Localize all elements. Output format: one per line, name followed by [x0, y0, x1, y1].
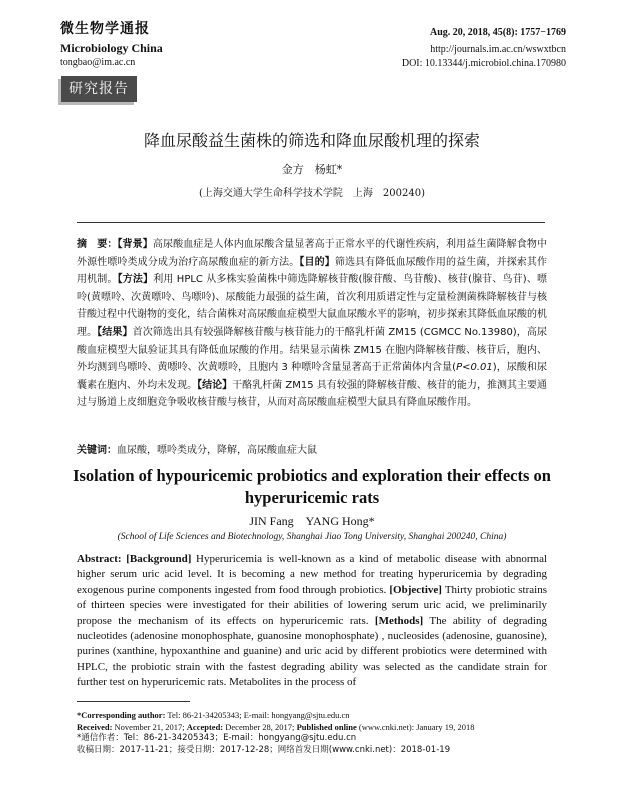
methods-tag-en: [Methods] — [374, 614, 424, 627]
objective-tag-cn: 【目的】 — [299, 256, 335, 268]
affiliation-en: (School of Life Sciences and Biotechnology, Shanghai Jiao Tong University, Shanghai 200240, China) — [117, 532, 507, 542]
dates-en — [77, 722, 475, 734]
background-text-en: Hyperuricemia is well-known as a kind of metabolic disease with abnormal higher serum uric acid level. It is becoming a new method for treating hyperuricemia by degrading exogenous purine components ingested from food through probiotics. — [77, 553, 548, 596]
keywords-label: 关键词： — [77, 445, 117, 456]
published-text: (www.cnki.net): January 19, 2018 — [356, 721, 475, 732]
journal-email: tongbao@im.ac.cn — [60, 57, 136, 68]
abstract-cn-label: 摘 要： — [77, 239, 118, 250]
abstract-en-label: Abstract: — [77, 553, 122, 565]
abstract-en — [77, 552, 547, 691]
abstract-cn — [77, 236, 547, 412]
background-tag-en: [Background] — [126, 553, 192, 565]
contact-cn: *通信作者：Tel：86-21-34205343；E-mail：hongyang@sjtu.edu.cn — [77, 733, 357, 744]
results-text2-cn: )，尿酸和尿囊素在胞内、外均未发现。 — [77, 362, 547, 391]
objective-tag-en: [Objective] — [389, 583, 442, 596]
authors-cn: 金方 杨虹* — [281, 163, 343, 176]
affiliation-cn: (上海交通大学生命科学技术学院 上海 200240) — [199, 188, 425, 199]
published-label: Published online — [296, 721, 357, 732]
footnote-divider — [77, 701, 190, 702]
title-en: Isolation of hypouricemic probiotics and exploration their effects on hyperuricemic rats — [73, 466, 551, 507]
results-tag-cn: 【结果】 — [97, 326, 133, 338]
background-text-cn: 高尿酸血症是人体内血尿酸含量显著高于正常水平的代谢性疾病，利用益生菌降解食物中外源性嘌呤类成分成为治疗高尿酸血症的新方法。 — [77, 239, 548, 268]
dates-cn: 收稿日期：2017-11-21；接受日期：2017-12-28；网络首发日期(www.cnki.net)：2018-01-19 — [77, 744, 451, 755]
methods-text-en: The ability of degrading nucleotides (adenosine monophosphate, guanosine monophosphate) , nucleosides (adenosine, guanosine), purines (xanthine, hypoxanthine and guanine) and uric acid by different probiotics were determined with HPLC, the probiotic strain with the fastest degrading ability was selected as the candidate strain for further test on hyperuricemic rats. Metabolites in the process of — [77, 614, 547, 689]
keywords-text: 血尿酸，嘌呤类成分，降解，高尿酸血症大鼠 — [117, 445, 317, 456]
conclusion-text-cn: 干酪乳杆菌 ZM15 具有较强的降解核苷酸、核苷的能力，推测其主要通过与肠道上皮细胞竞争吸收核苷酸与核苷，从而对高尿酸血症模型大鼠具有降血尿酸作用。 — [77, 379, 548, 409]
accepted-date: December 28, 2017; — [223, 721, 297, 732]
background-tag-cn: 【背景】 — [117, 239, 153, 250]
journal-name-cn: 微生物学通报 — [60, 21, 150, 37]
title-cn: 降血尿酸益生菌株的筛选和降血尿酸机理的探索 — [143, 131, 480, 150]
methods-tag-cn: 【方法】 — [117, 274, 154, 286]
corresponding-label: *Corresponding author: — [77, 710, 166, 720]
issue-info: Aug. 20, 2018, 45(8): 1757−1769 — [430, 27, 566, 38]
conclusion-tag-cn: 【结论】 — [197, 379, 233, 391]
corresponding-author — [77, 710, 475, 722]
keywords-cn — [77, 441, 317, 456]
divider — [77, 222, 545, 223]
objective-text-cn: 筛选具有降低血尿酸作用的益生菌，并探索其作用机制。 — [77, 256, 548, 286]
p-value: P<0.01 — [456, 362, 493, 374]
results-text-cn: 首次筛选出具有较强降解核苷酸与核苷能力的干酪乳杆菌 ZM15 (CGMCC No.13980)，高尿酸血症模型大鼠验证其具有降低血尿酸的作用。结果显示菌株 ZM15 在胞内降解核苷酸、核苷后，胞内、外均测到鸟嘌呤、黄嘌呤、次黄嘌呤，且胞内 3 种嘌呤含量显著高于正常菌体内含量( — [77, 326, 548, 374]
accepted-label: Accepted: — [186, 721, 224, 732]
methods-text-cn: 利用 HPLC 从多株实验菌株中筛选降解核苷酸(腺苷酸、鸟苷酸)、核苷(腺苷、鸟苷)、嘌呤(黄嘌呤、次黄嘌呤、鸟嘌呤)、尿酸能力最强的益生菌，首次利用质谱定性与定量检测菌株降解核苷与核苷酸过程中代谢物的变化，结合菌株对高尿酸血症模型大鼠血尿酸水平的影响，初步探索其降低血尿酸的机理。 — [77, 274, 547, 338]
received-date: November 21, 2017; — [112, 721, 187, 732]
footnotes — [77, 710, 475, 756]
doi: DOI: 10.13344/j.microbiol.china.170980 — [401, 58, 566, 69]
journal-name-en: Microbiology China — [60, 41, 163, 55]
corresponding-text: Tel: 86-21-34205343; E-mail: hongyang@sjtu.edu.cn — [165, 710, 350, 720]
journal-url: http://journals.im.ac.cn/wswxtbcn — [430, 44, 566, 55]
objective-text-en: Thirty probiotic strains of thirteen species were investigated for their abilities of lowering serum uric acid, we preliminarily propose the mechanism of its effects on hyperuricemic rats. — [77, 583, 547, 627]
article-type-badge: 研究报告 — [61, 76, 137, 102]
received-label: Received: — [77, 721, 113, 732]
authors-en: JIN Fang YANG Hong* — [249, 514, 375, 528]
